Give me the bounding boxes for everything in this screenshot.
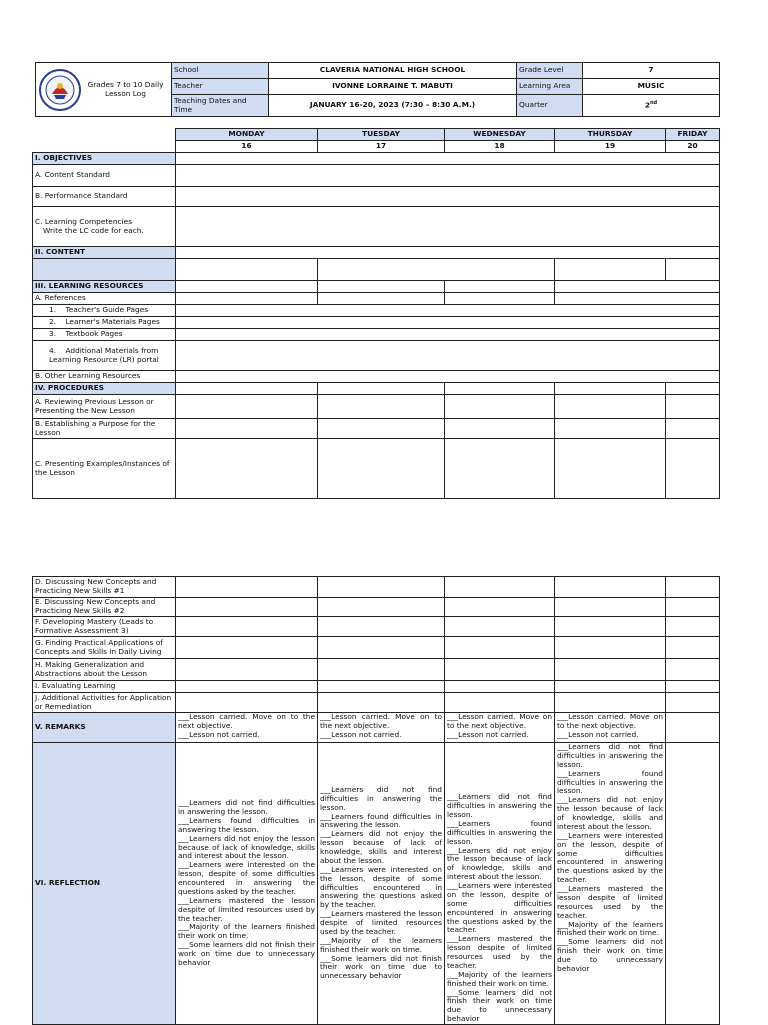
remarks-cell <box>445 713 555 743</box>
reflection-item: ___Learners were interested on the lesson, despite of some difficulties encountered in answering the questions asked by the teacher. <box>557 830 663 885</box>
remarks-carried: ___Lesson carried. Move on to the next objective. <box>320 712 442 730</box>
day-header: WEDNESDAY <box>445 129 555 141</box>
row-label: J. Additional Activities for Application or Remediation <box>33 693 176 713</box>
row-label: B. Performance Standard <box>33 187 176 207</box>
remarks-not-carried: ___Lesson not carried. <box>178 729 260 739</box>
section-learning-resources: III. LEARNING RESOURCES <box>33 281 176 293</box>
reflection-cell-thursday <box>555 743 666 1025</box>
day-date: 19 <box>555 141 666 153</box>
section-remarks: V. REMARKS <box>33 713 176 743</box>
reflection-item: ___Majority of the learners finished their work on time. <box>320 935 442 954</box>
row-label: 2. Learner's Materials Pages <box>33 317 176 329</box>
reflection-item: ___Some learners did not finish their work on time due to unnecessary behavior <box>320 953 442 981</box>
reflection-item: ___Learners mastered the lesson despite of limited resources used by the teacher. <box>178 895 315 923</box>
reflection-item: ___Learners mastered the lesson despite of limited resources used by the teacher. <box>447 934 552 970</box>
row-label: 1. Teacher's Guide Pages <box>33 305 176 317</box>
teacher-label: Teacher <box>172 79 269 95</box>
learning-area-value: MUSIC <box>583 79 720 95</box>
remarks-not-carried: ___Lesson not carried. <box>320 729 402 739</box>
reflection-cell-monday <box>176 743 318 1025</box>
row-label: H. Making Generalization and Abstractions about the Lesson <box>33 659 176 681</box>
reflection-item: ___Some learners did not finish their work on time due to unnecessary behavior <box>557 937 663 973</box>
reflection-item: ___Learners did not enjoy the lesson because of lack of knowledge, skills and interest about the lesson. <box>557 795 663 831</box>
row-label: F. Developing Mastery (Leads to Formative Assessment 3) <box>33 617 176 637</box>
day-header: TUESDAY <box>318 129 445 141</box>
day-header: MONDAY <box>176 129 318 141</box>
deped-seal-icon <box>38 68 82 112</box>
reflection-cell-tuesday <box>318 743 445 1025</box>
reflection-item: ___Learners found difficulties in answering the lesson. <box>557 768 663 796</box>
reflection-item: ___Some learners did not finish their work on time due to unnecessary behavior <box>178 940 315 967</box>
reflection-item: ___Learners did not find difficulties in answering the lesson. <box>320 784 442 812</box>
lesson-table-part1 <box>32 128 720 499</box>
quarter-value: 2nd <box>583 95 720 117</box>
reflection-item: ___Some learners did not finish their work on time due to unnecessary behavior <box>447 987 552 1024</box>
reflection-item: ___Majority of the learners finished their work on time. <box>447 969 552 988</box>
day-date: 20 <box>666 141 720 153</box>
header-logo-cell <box>36 63 172 117</box>
remarks-cell <box>176 713 318 743</box>
section-content: II. CONTENT <box>33 247 176 259</box>
row-label: I. Evaluating Learning <box>33 681 176 693</box>
reflection-item: ___Majority of the learners finished their work on time. <box>557 919 663 938</box>
remarks-carried: ___Lesson carried. Move on to the next objective. <box>557 712 663 730</box>
reflection-item: ___Learners did not enjoy the lesson because of lack of knowledge, skills and interest about the lesson. <box>320 829 442 865</box>
teacher-value: IVONNE LORRAINE T. MABUTI <box>269 79 517 95</box>
day-date: 17 <box>318 141 445 153</box>
reflection-item: ___Majority of the learners finished their work on time. <box>178 922 315 941</box>
remarks-carried: ___Lesson carried. Move on to the next objective. <box>447 712 552 730</box>
section-procedures: IV. PROCEDURES <box>33 383 176 395</box>
day-header: THURSDAY <box>555 129 666 141</box>
row-label: B. Other Learning Resources <box>33 371 176 383</box>
reflection-item: ___Learners did not find difficulties in answering the lesson. <box>557 742 663 769</box>
school-label: School <box>172 63 269 79</box>
grade-level-value: 7 <box>583 63 720 79</box>
reflection-item: ___Learners found difficulties in answering the lesson. <box>447 818 552 846</box>
day-date: 16 <box>176 141 318 153</box>
row-label: D. Discussing New Concepts and Practicing New Skills #1 <box>33 577 176 598</box>
row-label: G. Finding Practical Applications of Concepts and Skills in Daily Living <box>33 637 176 659</box>
quarter-label: Quarter <box>517 95 583 117</box>
learning-competencies-label: C. Learning Competencies <box>35 216 133 226</box>
reflection-item: ___Learners found difficulties in answering the lesson. <box>320 811 442 830</box>
row-label: A. Content Standard <box>33 165 176 187</box>
section-reflection: VI. REFLECTION <box>33 743 176 1025</box>
reflection-item: ___Learners did not find difficulties in answering the lesson. <box>447 792 552 819</box>
row-label: C. Presenting Examples/Instances of the Lesson <box>33 439 176 499</box>
reflection-item: ___Learners did not find difficulties in answering the lesson. <box>178 798 315 817</box>
reflection-item: ___Learners were interested on the lesson, despite of some difficulties encountered in answering the questions asked by the teacher. <box>320 864 442 910</box>
remarks-not-carried: ___Lesson not carried. <box>447 729 529 739</box>
school-value: CLAVERIA NATIONAL HIGH SCHOOL <box>269 63 517 79</box>
reflection-item: ___Learners did not enjoy the lesson because of lack of knowledge, skills and interest about the lesson. <box>447 845 552 882</box>
row-label: A. Reviewing Previous Lesson or Presenting the New Lesson <box>33 395 176 419</box>
section-objectives: I. OBJECTIVES <box>33 153 176 165</box>
learning-competencies-sub: Write the LC code for each. <box>43 225 144 235</box>
lesson-table-part2 <box>32 576 720 1025</box>
row-label: E. Discussing New Concepts and Practicing New Skills #2 <box>33 598 176 617</box>
row-label: 4. Additional Materials from Learning Resource (LR) portal <box>33 341 176 371</box>
remarks-carried: ___Lesson carried. Move on to the next objective. <box>178 712 315 730</box>
dates-value: JANUARY 16-20, 2023 (7:30 – 8:30 A.M.) <box>269 95 517 117</box>
row-label <box>33 207 176 247</box>
dates-label: Teaching Dates and Time <box>172 95 269 117</box>
reflection-item: ___Learners mastered the lesson despite of limited resources used by the teacher. <box>557 884 663 920</box>
day-date: 18 <box>445 141 555 153</box>
grade-level-label: Grade Level <box>517 63 583 79</box>
reflection-cell-wednesday <box>445 743 555 1025</box>
reflection-item: ___Learners did not enjoy the lesson because of lack of knowledge, skills and interest about the lesson. <box>178 833 315 861</box>
day-header: FRIDAY <box>666 129 720 141</box>
reflection-item: ___Learners found difficulties in answering the lesson. <box>178 815 315 834</box>
remarks-not-carried: ___Lesson not carried. <box>557 729 639 739</box>
reflection-item: ___Learners were interested on the lesson, despite of some difficulties encountered in answering the questions asked by the teacher. <box>447 881 552 935</box>
remarks-cell <box>318 713 445 743</box>
row-label: B. Establishing a Purpose for the Lesson <box>33 419 176 439</box>
header-title: Grades 7 to 10 Daily Lesson Log <box>87 79 164 98</box>
row-label: 3. Textbook Pages <box>33 329 176 341</box>
learning-area-label: Learning Area <box>517 79 583 95</box>
header-table <box>35 62 720 117</box>
row-label: A. References <box>33 293 176 305</box>
remarks-cell <box>555 713 666 743</box>
reflection-item: ___Learners mastered the lesson despite of limited resources used by the teacher. <box>320 909 442 936</box>
reflection-item: ___Learners were interested on the lesson, despite of some difficulties encountered in answering the questions asked by the teacher. <box>178 860 315 896</box>
